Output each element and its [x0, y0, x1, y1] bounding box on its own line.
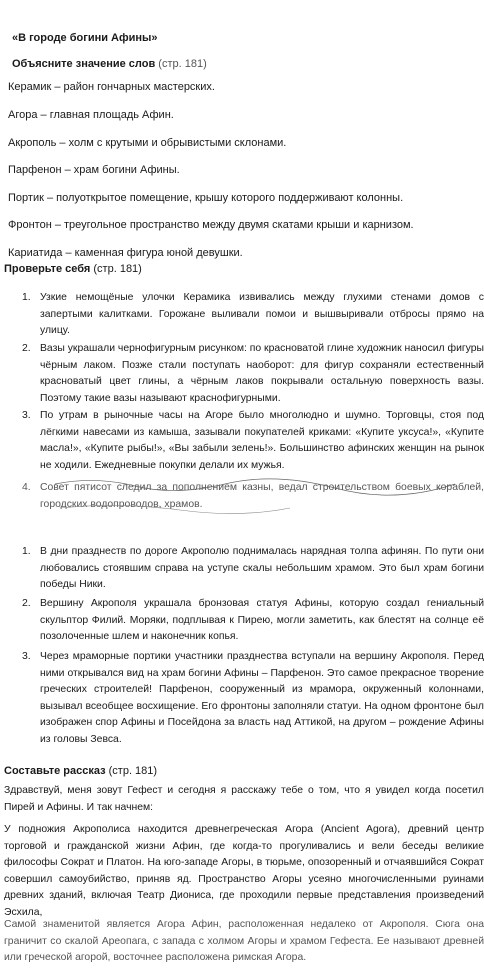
definition-portik: Портик – полуоткрытое помещение, крышу которого поддерживают колонны.	[8, 192, 404, 204]
explain-heading-label: Объясните значение слов	[12, 58, 156, 70]
explain-page-ref: (стр. 181)	[158, 58, 207, 70]
list1-num-2: 2.	[22, 343, 31, 354]
list2-item-1: В дни празднеств по дороге Акрополю поднималась нарядная толпа афинян. По пути они любовались стоявшим справа на уступе скалы небольшим храмом. Это был храм богини победы Ники.	[40, 546, 484, 590]
list2-item-2: Вершину Акрополя украшала бронзовая статуя Афины, которую создал гениальный скульптор Филий. Моряки, подплывая к Пирею, могли заметить, как блестят на солнце её позолоченные шлем и наконечник копья.	[40, 598, 484, 642]
list1-item-3: По утрам в рыночные часы на Агоре было многолюдно и шумно. Торговцы, стоя под лёгкими навесами из камыша, зазывали покупателей криками: «Купите уксуса!», «Купите масла!», «Купите рыбы!», «Вы забыли зелень!». Большинство афинских женщин на рынок не ходили. Ежедневные покупки делали их мужья.	[40, 410, 484, 471]
list1-item-4: Совет пятисот следил за пополнением казны, ведал строительством боевых кораблей, городских водопроводов, храмов.	[40, 482, 484, 510]
list2-num-3: 3.	[22, 651, 31, 662]
definition-agora: Агора – главная площадь Афин.	[8, 109, 174, 121]
definition-akropol: Акрополь – холм с крутыми и обрывистыми склонами.	[8, 137, 287, 149]
list2-item-3: Через мраморные портики участники празднества вступали на вершину Акрополя. Перед ними открывался вид на храм богини Афины – Парфенон. Это самое прекрасное творение греческих строителей! Парфенон, сооруженный из мрамора, окруженный колоннами, вызывал всеобщее восхищение. Его фронтоны заполняли статуи. На одном фронтоне был изображен спор Афины и Посейдона за власть над Аттикой, на другом – рождение Афины из головы Зевса.	[40, 651, 484, 745]
list2-num-2: 2.	[22, 598, 31, 609]
check-page-ref: (стр. 181)	[93, 263, 142, 275]
story-paragraph-2: У подножия Акрополиса находится древнегреческая Агора (Ancient Agora), древний центр торговой и гражданской жизни Афин, где когда-то прогуливались и вели беседы великие философы Сократ и Платон. На юго-западе Агоры, в тюрьме, опозоренный и отчаявшийся Сократ совершил самоубийство, приняв яд. Пространство Агоры усеяно многочисленными руинами древних зданий, включая Театр Диониса, где проходили первые представления произведений Эсхила,	[4, 824, 484, 918]
definition-keramik: Керамик – район гончарных мастерских.	[8, 81, 215, 93]
list1-item-1: Узкие немощёные улочки Керамика извивались между глухими стенами домов с запертыми калитками. Горожане выливали помои и вышвыривали отбросы прямо на улицу.	[40, 292, 484, 336]
list1-num-3: 3.	[22, 410, 31, 421]
page-title: «В городе богини Афины»	[12, 32, 158, 44]
ink-scribble	[0, 470, 484, 520]
list2-num-1: 1.	[22, 546, 31, 557]
check-heading	[4, 262, 142, 276]
explain-heading	[12, 57, 207, 71]
story-page-ref: (стр. 181)	[108, 765, 158, 777]
list1-num-1: 1.	[22, 292, 31, 303]
story-heading	[4, 764, 157, 778]
definition-kariatida: Кариатида – каменная фигура юной девушки.	[8, 247, 243, 259]
definition-parfenon: Парфенон – храм богини Афины.	[8, 164, 180, 176]
list1-item-2: Вазы украшали чернофигурным рисунком: по красноватой глине художник наносил фигуры чёрным лаком. Позже стали поступать наоборот: для фигур сохраняли естественный красноватый цвет глины, а чёрным лаков покрывали остальную поверхность вазы. Поэтому такие вазы называют краснофигурными.	[40, 343, 484, 404]
story-paragraph-1: Здравствуй, меня зовут Гефест и сегодня я расскажу тебе о том, что я увидел когда посетил Пирей и Афины. И так начнем:	[4, 785, 484, 813]
definition-fronton: Фронтон – треугольное пространство между двумя скатами крыши и карнизом.	[8, 219, 414, 231]
story-paragraph-3: Самой знаменитой является Агора Афин, расположенная недалеко от Акрополя. Сюга она граничит со скалой Ареопага, с запада с холмом Агоры и храмом Гефеста. Ее называют древней или греческой агорой, восточнее расположена римская Агора.	[4, 919, 484, 963]
list1-num-4: 4.	[22, 482, 31, 493]
check-heading-label: Проверьте себя	[4, 263, 91, 275]
story-heading-label: Составьте рассказ	[4, 765, 106, 777]
